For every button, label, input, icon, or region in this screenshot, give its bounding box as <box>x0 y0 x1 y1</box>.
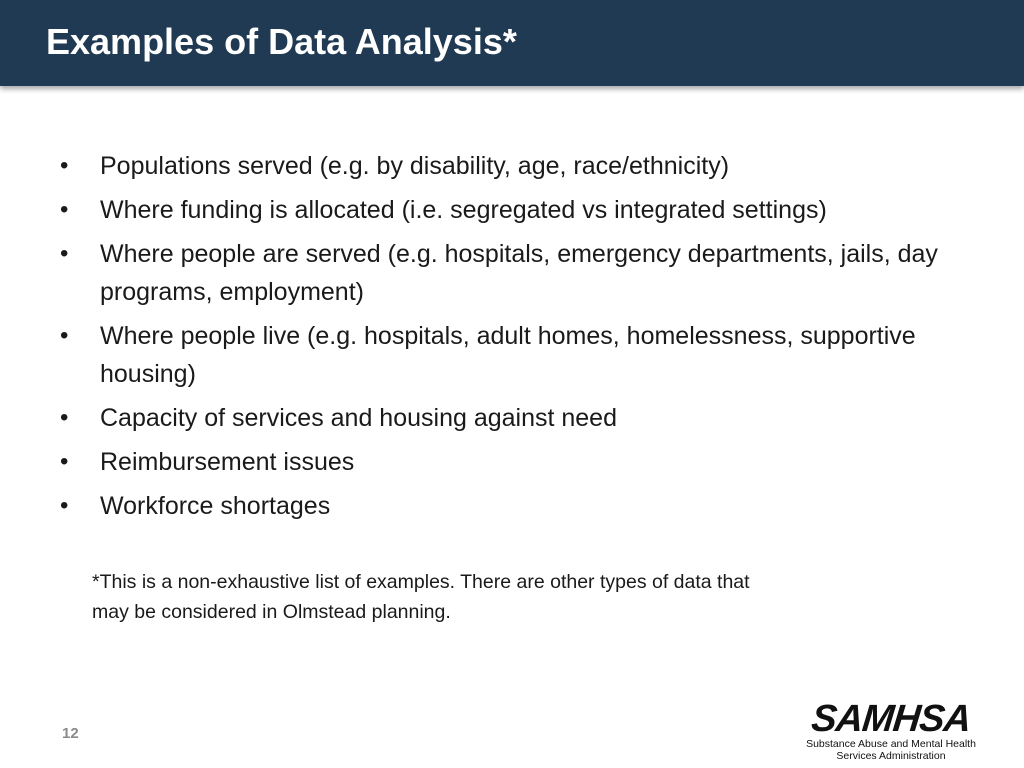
list-item-text: Where funding is allocated (i.e. segregated vs integrated settings) <box>100 196 827 224</box>
list-item <box>58 443 958 481</box>
list-item <box>58 487 958 525</box>
logo-subtitle-line-2: Services Administration <box>836 750 946 762</box>
bullet-icon: • <box>60 492 69 519</box>
list-item-text: Where people are served (e.g. hospitals, emergency departments, jails, day programs, employment) <box>100 240 938 306</box>
logo-subtitle-line-1: Substance Abuse and Mental Health <box>806 738 976 750</box>
bullet-icon: • <box>60 322 69 349</box>
bullet-icon: • <box>60 448 69 475</box>
list-item-text: Where people live (e.g. hospitals, adult homes, homelessness, supportive housing) <box>100 322 916 388</box>
footnote-line-1: *This is a non-exhaustive list of examples. There are other types of data that <box>92 571 750 593</box>
page-number: 12 <box>62 725 79 742</box>
list-item <box>58 399 958 437</box>
bullet-icon: • <box>60 196 69 223</box>
footnote-line-2: may be considered in Olmstead planning. <box>92 601 451 623</box>
slide-title: Examples of Data Analysis* <box>46 21 517 62</box>
list-item <box>58 191 958 229</box>
list-item <box>58 147 958 185</box>
bullet-icon: • <box>60 152 69 179</box>
logo-wordmark: SAMHSA <box>809 698 973 740</box>
footnote <box>92 567 912 627</box>
list-item-text: Reimbursement issues <box>100 448 355 476</box>
list-item-text: Populations served (e.g. by disability, age, race/ethnicity) <box>100 152 730 180</box>
list-item-text: Workforce shortages <box>100 492 331 520</box>
title-bar <box>0 0 1024 86</box>
list-item <box>58 317 958 393</box>
bullet-icon: • <box>60 240 69 267</box>
list-item-text: Capacity of services and housing against need <box>100 404 617 432</box>
bullet-list <box>58 147 958 531</box>
bullet-icon: • <box>60 404 69 431</box>
list-item <box>58 235 958 311</box>
samhsa-logo <box>806 700 976 762</box>
